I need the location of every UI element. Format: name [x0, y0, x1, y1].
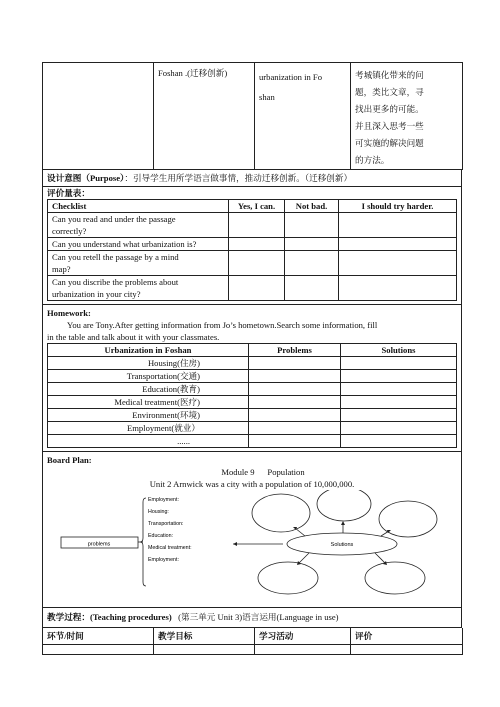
- top-cell-topic: urbanization in Fo shan: [255, 63, 351, 170]
- board-plan-title-1: Module 9 Population: [221, 466, 305, 477]
- hw-header-problems: Problems: [249, 343, 341, 356]
- purpose-label: 设计意图（Purpose）: [47, 172, 125, 183]
- eval-header-checklist: Checklist: [48, 199, 229, 212]
- table-row: [48, 212, 457, 237]
- table-row: ......: [48, 434, 457, 447]
- proc-header-activity: 学习活动: [255, 628, 351, 645]
- board-plan-label: Board Plan:: [47, 454, 92, 465]
- homework-label: Homework:: [47, 307, 91, 318]
- table-row: [48, 250, 457, 275]
- homework-text-2: in the table and talk about it with your classmates.: [47, 331, 220, 342]
- table-row: [48, 237, 457, 250]
- table-row: Environment(环境): [48, 408, 457, 421]
- teaching-text: (第三单元 Unit 3)语言运用(Language in use): [178, 612, 339, 622]
- eval-check-notbad[interactable]: [285, 250, 339, 275]
- top-table: [42, 62, 463, 170]
- evaluation-table: [47, 199, 457, 301]
- eval-item: Can you retell the passage by a mind map?: [48, 250, 229, 275]
- eval-check-harder[interactable]: [339, 212, 457, 237]
- homework-section: [43, 304, 462, 451]
- table-row: Housing(住房): [48, 356, 457, 369]
- eval-check-harder[interactable]: [339, 250, 457, 275]
- problem-item: Housing:: [148, 508, 169, 515]
- top-cell-description: 考城镇化带来的问 题，类比文章，寻 找出更多的可能。 并且深入思考一些 可实施的解决问题 的方法。: [351, 63, 463, 170]
- eval-check-harder[interactable]: [339, 237, 457, 250]
- board-plan-title-2: Unit 2 Arnwick was a city with a population of 10,000,000.: [149, 478, 355, 489]
- eval-item: Can you discribe the problems about urbanization in your city?: [48, 275, 229, 300]
- problems-label: problems: [87, 541, 111, 547]
- eval-check-notbad[interactable]: [285, 237, 339, 250]
- table-row: Transportation(交通): [48, 369, 457, 382]
- eval-header-notbad: Not bad.: [285, 199, 339, 212]
- problem-item: Medical treatment:: [148, 544, 192, 551]
- evaluation-section: [43, 186, 462, 304]
- table-row: Employment(就业）: [48, 421, 457, 434]
- proc-header-stage: 环节/时间: [43, 628, 154, 645]
- procedure-header-table: [42, 628, 463, 656]
- eval-check-yes[interactable]: [229, 237, 285, 250]
- proc-header-evaluation: 评价: [351, 628, 463, 645]
- eval-check-yes[interactable]: [229, 250, 285, 275]
- board-plan-diagram: [47, 490, 457, 602]
- eval-header-harder: I should try harder.: [339, 199, 457, 212]
- proc-header-objective: 教学目标: [154, 628, 255, 645]
- purpose-text: ：引导学生用所学语言做事情，推动迁移创新。（迁移创新）: [124, 172, 353, 183]
- evaluation-label: 评价量表：: [47, 187, 90, 198]
- eval-item: Can you read and under the passage correctly?: [48, 212, 229, 237]
- eval-check-notbad[interactable]: [285, 212, 339, 237]
- top-cell-activity: Foshan .(迁移创新): [154, 63, 255, 170]
- table-row: Education(教育): [48, 382, 457, 395]
- homework-text-1: You are Tony.After getting information from Jo’s hometown.Search some information, fill: [67, 319, 378, 330]
- homework-table: [47, 343, 457, 448]
- purpose-row: [43, 170, 462, 186]
- table-row: [48, 275, 457, 300]
- problem-item: Employment:: [148, 496, 179, 503]
- problem-item: Transportation:: [148, 520, 184, 527]
- problem-item: Employment:: [148, 556, 179, 563]
- hw-header-urbanization: Urbanization in Foshan: [48, 343, 249, 356]
- top-cell-empty: [43, 63, 154, 170]
- solutions-label: Solutions: [330, 541, 354, 548]
- solution-bubble-2: [317, 490, 371, 521]
- eval-check-yes[interactable]: [229, 212, 285, 237]
- solution-bubble-1: [252, 494, 310, 532]
- main-table: [42, 170, 462, 628]
- eval-check-harder[interactable]: [339, 275, 457, 300]
- lesson-plan-page: [42, 62, 462, 655]
- eval-header-yes: Yes, I can.: [229, 199, 285, 212]
- eval-check-yes[interactable]: [229, 275, 285, 300]
- hw-header-solutions: Solutions: [341, 343, 457, 356]
- solution-bubble-4: [258, 562, 318, 594]
- solution-bubble-5: [365, 562, 425, 594]
- eval-check-notbad[interactable]: [285, 275, 339, 300]
- teaching-procedures-row: [43, 607, 462, 627]
- teaching-label: 教学过程：(Teaching procedures): [47, 612, 172, 622]
- eval-item: Can you understand what urbanization is?: [48, 237, 229, 250]
- board-plan-section: [43, 451, 462, 607]
- problem-item: Education:: [148, 532, 174, 539]
- table-row: Medical treatment(医疗): [48, 395, 457, 408]
